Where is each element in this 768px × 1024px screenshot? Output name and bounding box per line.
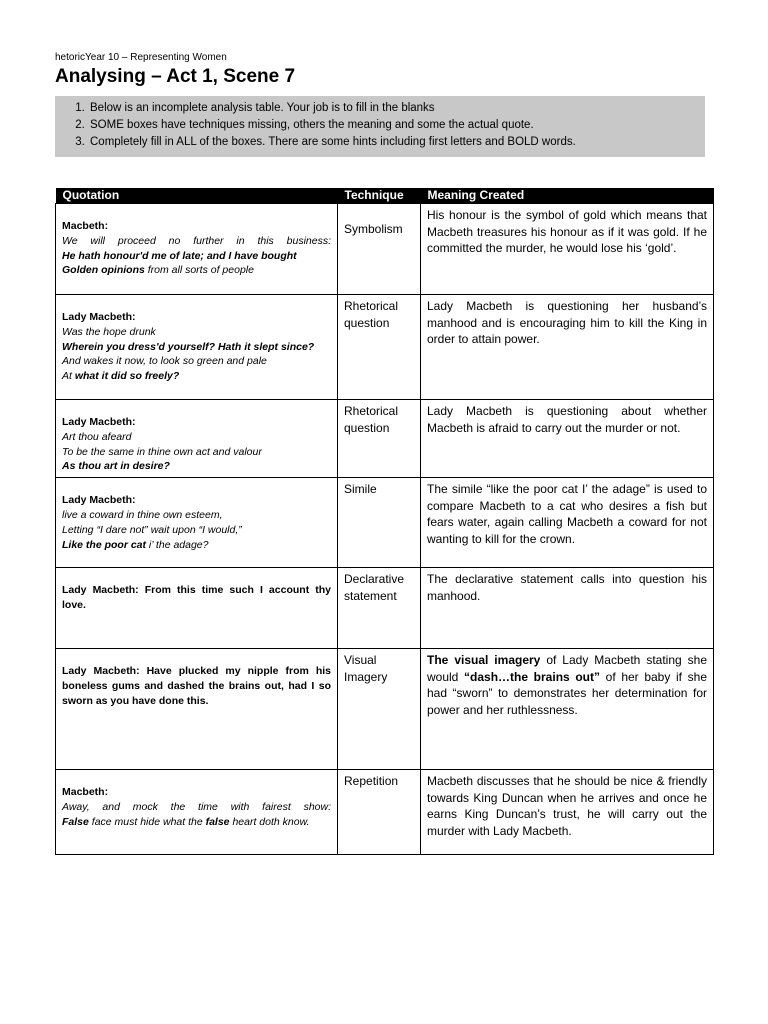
table-header-row xyxy=(56,188,714,204)
meaning-cell: The simile “like the poor cat I’ the adage” is used to compare Macbeth to a cat who desires a fish but fears water, again calling Macbeth a coward for not wanting to kill for the crown. xyxy=(421,478,714,568)
quotation-cell xyxy=(56,568,338,649)
quote-hint: what it did so freely? xyxy=(74,370,180,383)
meaning-cell xyxy=(421,649,714,770)
quote-line: And wakes it now, to look so green and pale xyxy=(62,355,267,368)
page-title: Analysing – Act 1, Scene 7 xyxy=(55,66,296,87)
instructions-list xyxy=(55,100,705,151)
quotation-cell xyxy=(56,478,338,568)
quote-hint: False xyxy=(62,815,89,828)
quote-line: We will proceed no further in this business: xyxy=(62,234,331,247)
quotation-cell xyxy=(56,204,338,295)
quote-hint: false xyxy=(205,815,230,828)
quotation-cell xyxy=(56,649,338,770)
quote-line: face must hide what the xyxy=(88,815,206,828)
quote-line: live a coward in thine own esteem, xyxy=(62,508,223,521)
table-row xyxy=(56,295,714,400)
technique-cell: Simile xyxy=(338,478,421,568)
technique-cell: Repetition xyxy=(338,770,421,855)
quote-line: To be the same in thine own act and valour xyxy=(62,445,262,458)
quote-line: As thou art in desire? xyxy=(62,460,170,473)
analysis-table xyxy=(55,188,714,855)
quote-speech: Lady Macbeth: Have plucked my nipple from his boneless gums and dashed the brains out, had I so sworn as you have done this. xyxy=(62,665,331,707)
quotation-cell xyxy=(56,295,338,400)
technique-text: Symbolism xyxy=(344,222,403,236)
table-row xyxy=(56,204,714,295)
technique-cell: Rhetorical question xyxy=(338,400,421,478)
quotation-cell xyxy=(56,400,338,478)
technique-cell: Declarative statement xyxy=(338,568,421,649)
instructions-box xyxy=(55,96,705,157)
quote-line: heart doth know. xyxy=(229,815,310,828)
instruction-item: 2. SOME boxes have techniques missing, others the meaning and some the actual quote. xyxy=(88,117,705,134)
quote-line: Away, and mock the time with fairest show: xyxy=(62,800,331,813)
quote-speech: Lady Macbeth: From this time such I account thy love. xyxy=(62,584,331,611)
instruction-item: 1. Below is an incomplete analysis table. Your job is to fill in the blanks xyxy=(88,100,705,117)
header-quotation: Quotation xyxy=(56,188,338,204)
instruction-item: 3. Completely fill in ALL of the boxes. There are some hints including first letters and BOLD words. xyxy=(88,134,705,151)
quote-hint: Like the poor cat xyxy=(62,538,147,551)
document-subtitle: hetoricYear 10 – Representing Women xyxy=(55,52,227,63)
quote-line: Letting “I dare not” wait upon “I would,” xyxy=(62,523,242,536)
quotation-cell xyxy=(56,770,338,855)
speaker-label: Macbeth: xyxy=(62,220,109,232)
meaning-cell: The declarative statement calls into question his manhood. xyxy=(421,568,714,649)
header-technique: Technique xyxy=(338,188,421,204)
speaker-label: Macbeth: xyxy=(62,786,109,799)
header-meaning: Meaning Created xyxy=(421,188,714,204)
meaning-cell: Macbeth discusses that he should be nice & friendly towards King Duncan when he arrives and once he earns King Duncan’s trust, he will carry out the murder with Lady Macbeth. xyxy=(421,770,714,855)
meaning-cell: Lady Macbeth is questioning about whether Macbeth is afraid to carry out the murder or not. xyxy=(421,400,714,478)
technique-cell xyxy=(338,204,421,295)
meaning-text: of Lady Macbeth stating she would xyxy=(427,653,707,684)
meaning-cell: His honour is the symbol of gold which means that Macbeth treasures his honour as if it was gold. If he committed the murder, he would lose his ‘gold’. xyxy=(421,204,714,295)
speaker-label: Lady Macbeth: xyxy=(62,416,136,428)
technique-cell: Visual Imagery xyxy=(338,649,421,770)
quote-line: Was the hope drunk xyxy=(62,325,156,338)
meaning-text: of her baby if she had “sworn” to demonstrates her determination for power and her ruthlessness. xyxy=(427,669,708,717)
meaning-cell: Lady Macbeth is questioning her husband’s manhood and is encouraging him to kill the King in order to attain power. xyxy=(421,295,714,400)
quote-line: He hath honour'd me of late; and I have bought xyxy=(62,249,297,262)
table-row xyxy=(56,568,714,649)
table-row xyxy=(56,649,714,770)
speaker-label: Lady Macbeth: xyxy=(62,494,136,507)
table-row xyxy=(56,478,714,568)
meaning-hint: “dash…the brains out” xyxy=(464,669,601,684)
quote-line: Wherein you dress'd yourself? Hath it slept since? xyxy=(62,340,315,353)
quote-line: Art thou afeard xyxy=(62,430,132,443)
technique-cell: Rhetorical question xyxy=(338,295,421,400)
quote-line: from all sorts of people xyxy=(144,264,254,277)
speaker-label: Lady Macbeth: xyxy=(62,311,136,323)
table-row xyxy=(56,770,714,855)
quote-line: i’ the adage? xyxy=(146,538,209,551)
meaning-hint: The visual imagery xyxy=(427,653,541,668)
quote-hint: Golden opinions xyxy=(62,264,145,277)
table-row xyxy=(56,400,714,478)
quote-line: At xyxy=(62,370,75,383)
